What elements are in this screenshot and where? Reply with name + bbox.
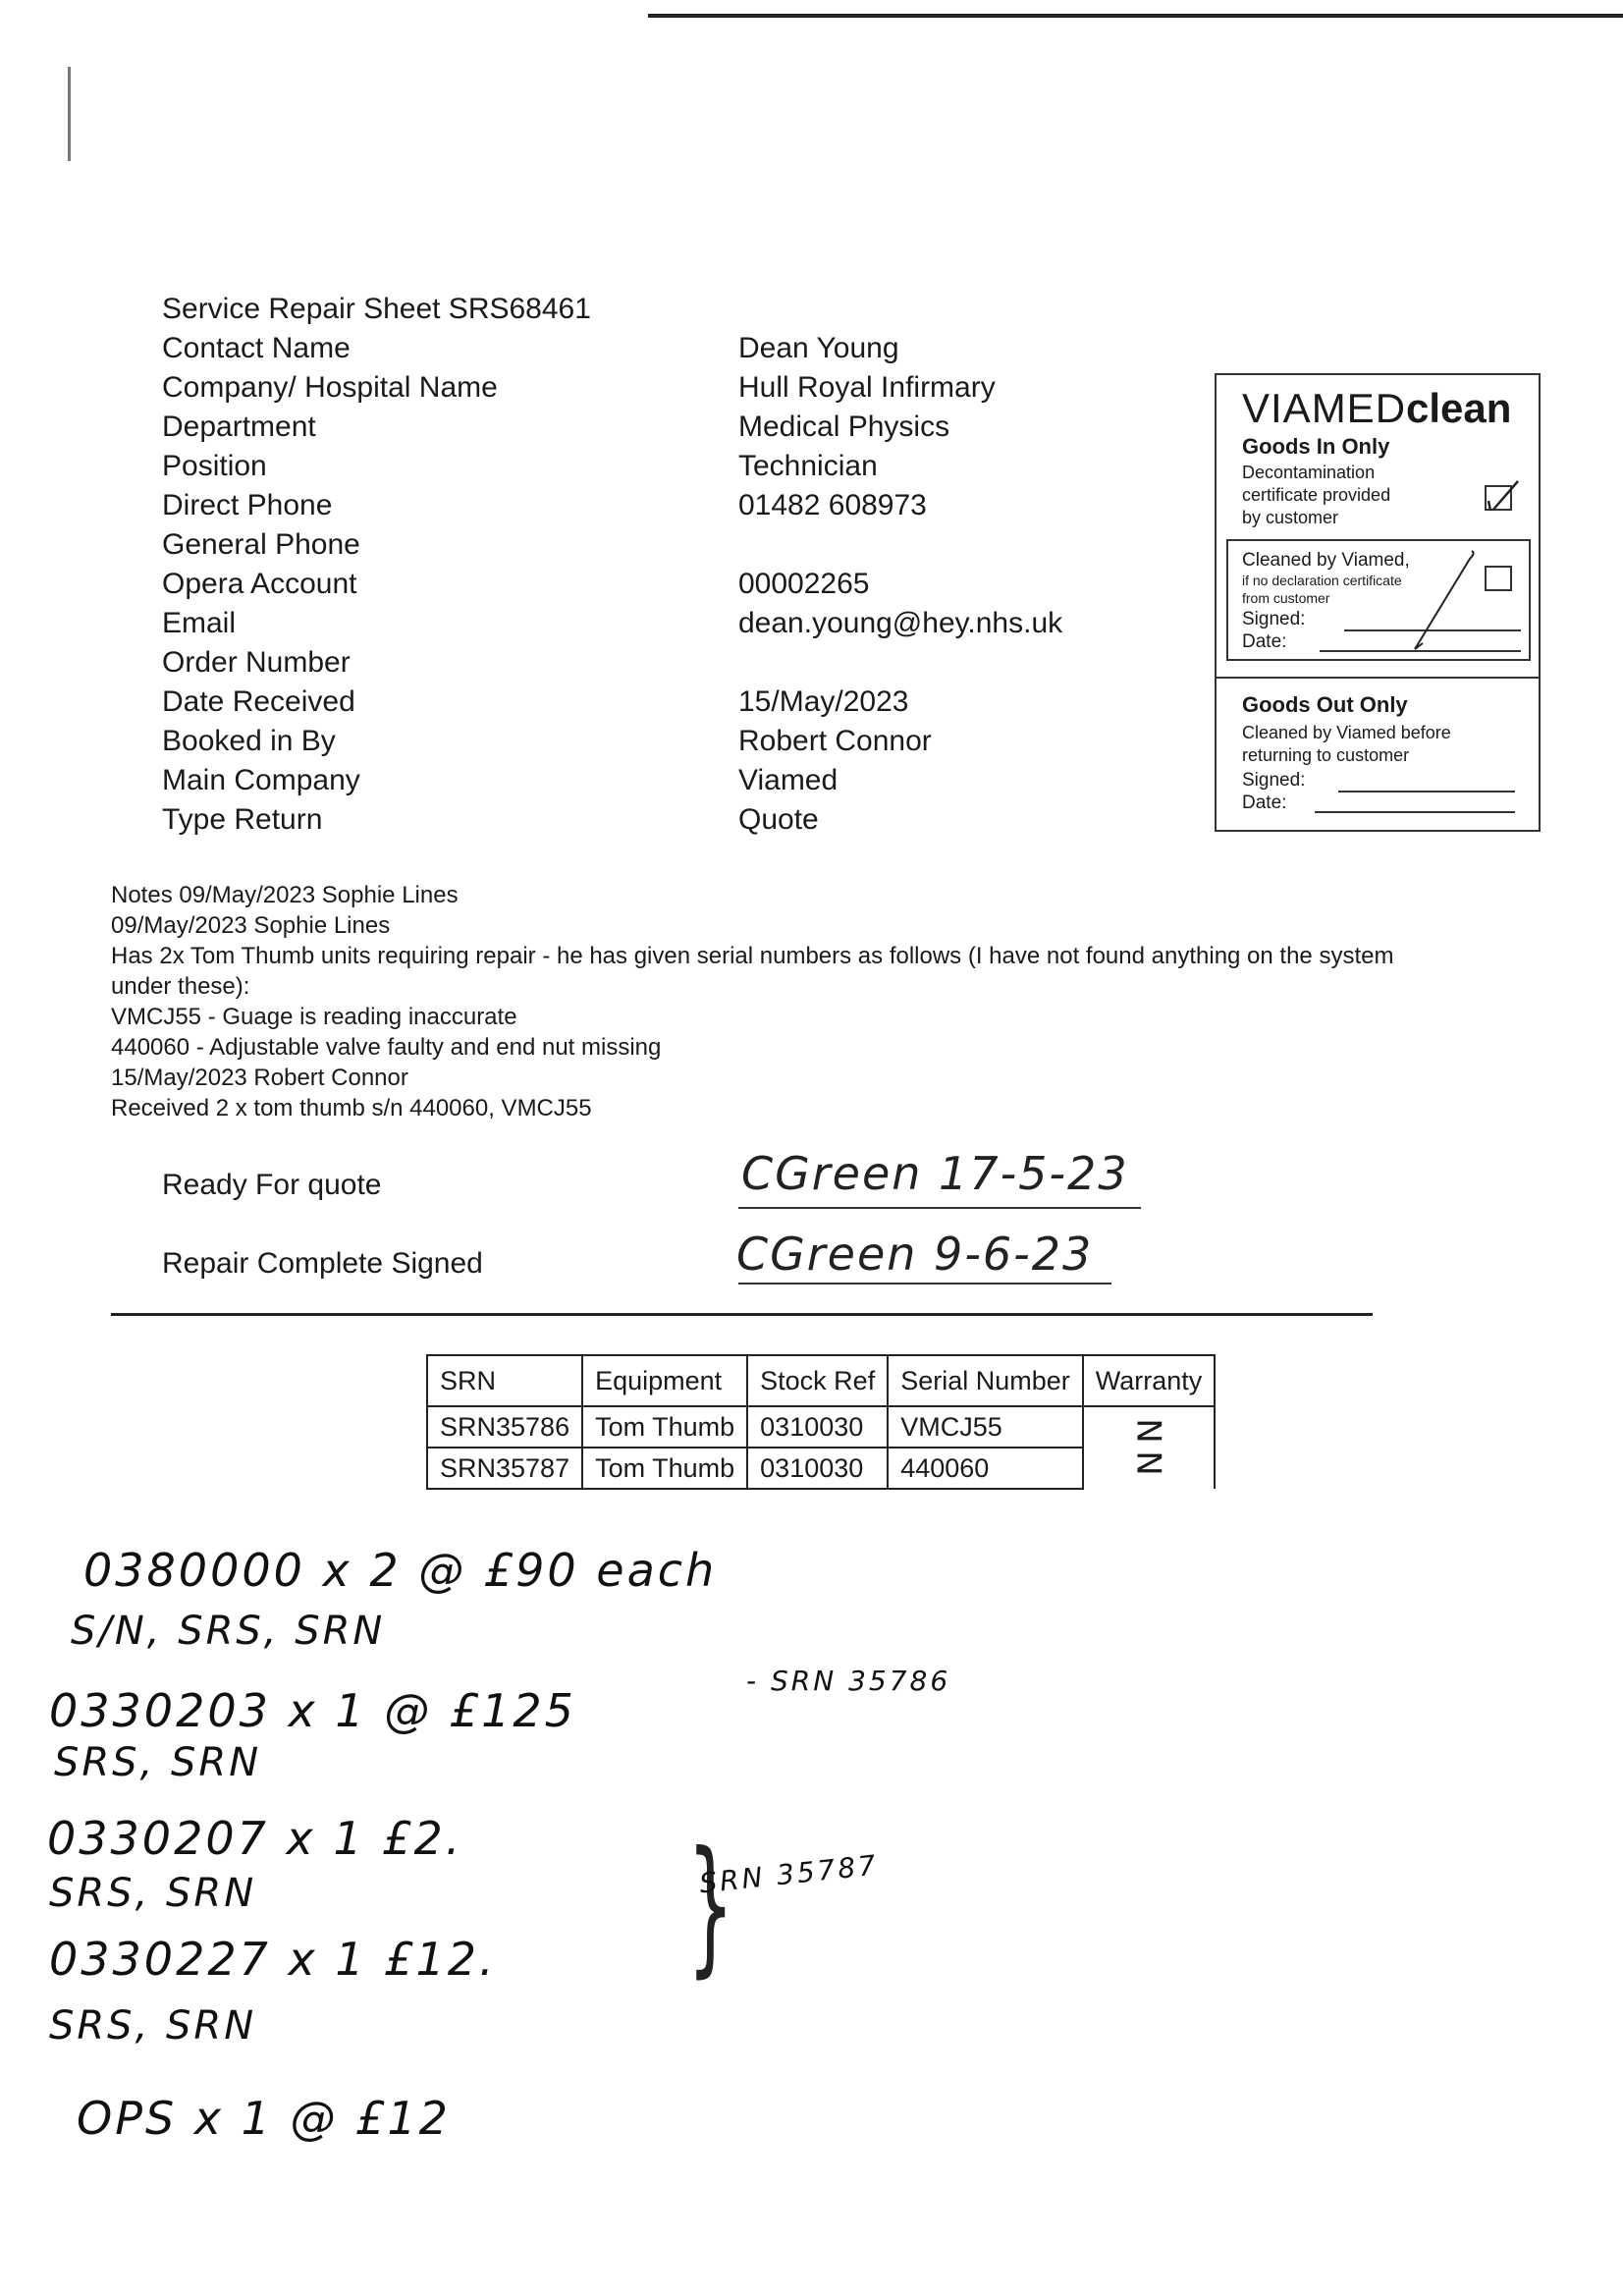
ready-for-quote-label: Ready For quote: [162, 1169, 382, 1201]
note-line: Notes 09/May/2023 Sophie Lines: [111, 882, 459, 908]
decon-text: by customer: [1242, 508, 1339, 527]
cell-serial: VMCJ55: [888, 1406, 1083, 1448]
cell-equipment: Tom Thumb: [582, 1406, 747, 1448]
handwritten-note: - SRN 35786: [746, 1665, 951, 1697]
repair-complete-label: Repair Complete Signed: [162, 1247, 483, 1280]
field-label: Main Company: [162, 764, 360, 796]
section-divider: [111, 1313, 1373, 1316]
field-value: Robert Connor: [738, 725, 932, 757]
field-label: General Phone: [162, 528, 360, 561]
note-line: 09/May/2023 Sophie Lines: [111, 912, 391, 939]
field-value: Medical Physics: [738, 410, 950, 443]
col-header-stock-ref: Stock Ref: [747, 1355, 888, 1406]
field-value: 01482 608973: [738, 489, 927, 521]
handwritten-line: 0330227 x 1 £12.: [49, 1933, 497, 1986]
field-value: Dean Young: [738, 332, 899, 364]
handwritten-line: OPS x 1 @ £12: [77, 2092, 451, 2145]
scan-edge-line: [648, 14, 1623, 18]
col-header-equipment: Equipment: [582, 1355, 747, 1406]
signed-label: Signed:: [1242, 609, 1306, 629]
field-label: Contact Name: [162, 332, 351, 364]
goods-in-heading: Goods In Only: [1242, 434, 1390, 459]
goods-out-text: returning to customer: [1242, 745, 1410, 765]
field-label: Booked in By: [162, 725, 336, 757]
field-label: Direct Phone: [162, 489, 333, 521]
cell-srn: SRN35786: [427, 1406, 582, 1448]
warranty-mark: N: [1129, 1417, 1169, 1444]
field-value: 15/May/2023: [738, 685, 909, 718]
date-label: Date:: [1242, 631, 1287, 652]
check-mark-icon: [1485, 477, 1520, 511]
note-line: 15/May/2023 Robert Connor: [111, 1065, 408, 1091]
ready-for-quote-signature: CGreen 17-5-23: [741, 1147, 1129, 1200]
viamed-clean-logo: [1242, 385, 1511, 432]
handwritten-note: SRN 35787: [697, 1848, 881, 1900]
logo-light: VIAMED: [1242, 385, 1407, 431]
note-line: Received 2 x tom thumb s/n 440060, VMCJ55: [111, 1095, 592, 1121]
strike-through-mark: [1393, 545, 1482, 653]
sheet-title: Service Repair Sheet SRS68461: [162, 293, 591, 325]
col-header-warranty: Warranty: [1083, 1355, 1216, 1406]
brace-mark: }: [686, 1821, 734, 1992]
repair-complete-signature: CGreen 9-6-23: [736, 1228, 1094, 1281]
field-value: Quote: [738, 803, 819, 836]
cell-stock-ref: 0310030: [747, 1406, 888, 1448]
note-line: Has 2x Tom Thumb units requiring repair - he has given serial numbers as follows (I have not found anything on the system: [111, 943, 1394, 969]
date-label: Date:: [1242, 793, 1287, 813]
field-value: Hull Royal Infirmary: [738, 371, 996, 404]
note-line: 440060 - Adjustable valve faulty and end nut missing: [111, 1034, 662, 1061]
cell-serial: 440060: [888, 1448, 1083, 1489]
field-value: Technician: [738, 450, 878, 482]
decon-text: Decontamination: [1242, 463, 1376, 482]
signature-line: [738, 1283, 1111, 1285]
field-label: Opera Account: [162, 568, 357, 600]
decon-text: certificate provided: [1242, 485, 1391, 505]
handwritten-line: 0330207 x 1 £2.: [47, 1812, 463, 1865]
field-label: Type Return: [162, 803, 323, 836]
signed-line: [1338, 791, 1515, 793]
cleaned-title: Cleaned by Viamed,: [1242, 550, 1410, 571]
handwritten-line: SRS, SRN: [49, 1871, 257, 1916]
note-line: VMCJ55 - Guage is reading inaccurate: [111, 1004, 517, 1030]
handwritten-line: 0330203 x 1 @ £125: [49, 1684, 576, 1737]
field-value: Viamed: [738, 764, 839, 796]
cleaned-by-viamed-section: [1226, 539, 1531, 661]
srn-table: [426, 1354, 1216, 1490]
decon-checkbox[interactable]: [1485, 485, 1512, 511]
cell-equipment: Tom Thumb: [582, 1448, 747, 1489]
col-header-srn: SRN: [427, 1355, 582, 1406]
col-header-serial-number: Serial Number: [888, 1355, 1083, 1406]
scan-margin-mark: [68, 67, 71, 161]
cell-srn: SRN35787: [427, 1448, 582, 1489]
field-label: Order Number: [162, 646, 351, 679]
goods-out-heading: Goods Out Only: [1242, 692, 1408, 717]
field-label: Company/ Hospital Name: [162, 371, 498, 404]
note-line: under these):: [111, 973, 250, 1000]
signed-label: Signed:: [1242, 770, 1306, 791]
field-label: Department: [162, 410, 316, 443]
field-value: 00002265: [738, 568, 870, 600]
cleaned-sub: from customer: [1242, 590, 1330, 606]
table-row: [427, 1406, 1215, 1448]
handwritten-line: SRS, SRN: [49, 2003, 257, 2049]
goods-out-text: Cleaned by Viamed before: [1242, 723, 1451, 742]
handwritten-line: S/N, SRS, SRN: [71, 1609, 386, 1654]
table-header-row: [427, 1355, 1215, 1406]
warranty-mark: N: [1129, 1449, 1169, 1476]
logo-bold: clean: [1406, 385, 1512, 431]
date-line: [1315, 811, 1515, 813]
cell-warranty: [1083, 1406, 1216, 1489]
handwritten-line: SRS, SRN: [54, 1740, 262, 1785]
stamp-divider: [1217, 677, 1539, 679]
field-label: Date Received: [162, 685, 355, 718]
field-label: Email: [162, 607, 237, 639]
cleaned-checkbox[interactable]: [1485, 566, 1512, 591]
viamed-clean-stamp: [1215, 373, 1541, 832]
notes-section: [111, 880, 1564, 1123]
cleaned-sub: if no declaration certificate: [1242, 573, 1402, 588]
field-value: dean.young@hey.nhs.uk: [738, 607, 1063, 639]
cell-stock-ref: 0310030: [747, 1448, 888, 1489]
field-label: Position: [162, 450, 267, 482]
handwritten-line: 0380000 x 2 @ £90 each: [83, 1544, 718, 1597]
signature-line: [738, 1207, 1141, 1209]
